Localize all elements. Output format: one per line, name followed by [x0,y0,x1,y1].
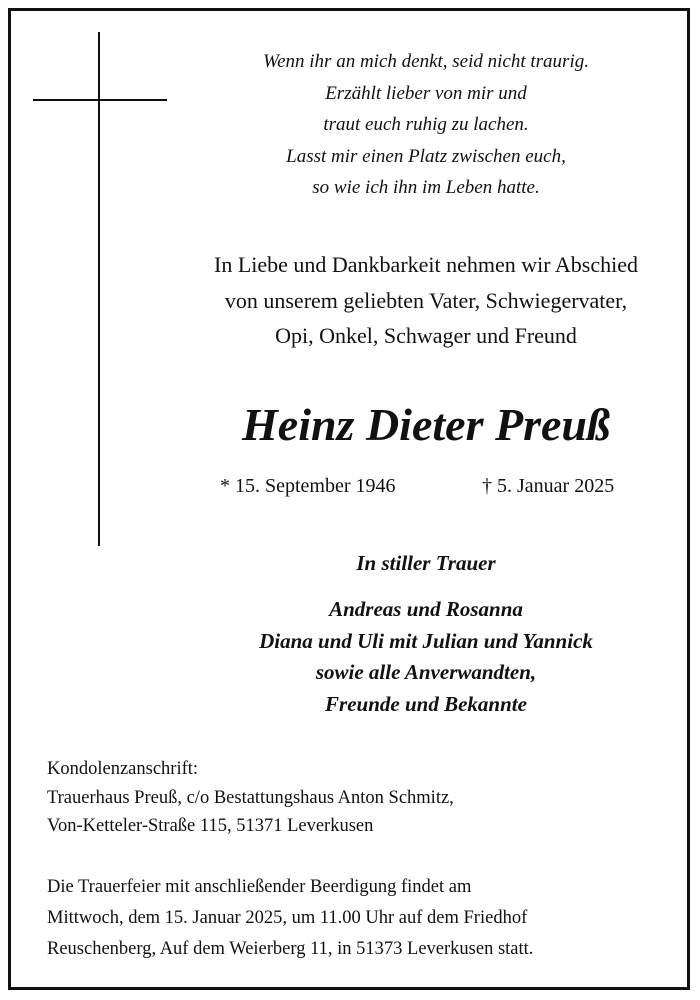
intro-line: von unserem geliebten Vater, Schwiegervater, [224,287,628,313]
mourners-line: Andreas und Rosanna [329,597,523,621]
ceremony-line: Die Trauerfeier mit anschließender Beerdigung findet am [47,877,472,897]
ceremony-line: Reuschenberg, Auf dem Weierberg 11, in 51373 Leverkusen statt. [47,939,534,959]
mourners-list [176,594,676,720]
birth-date: * 15. September 1946 [220,475,396,497]
condolence-line: Trauerhaus Preuß, c/o Bestattungshaus Anton Schmitz, [47,787,454,808]
deceased-name: Heinz Dieter Preuß [242,399,610,450]
poem-line: Wenn ihr an mich denkt, seid nicht traurig. [263,51,589,72]
mourners-line: Diana und Uli mit Julian und Yannick [259,628,593,653]
intro-line: In Liebe und Dankbarkeit nehmen wir Abschied [214,252,638,277]
mourners-line: Freunde und Bekannte [325,691,527,716]
condolence-address [47,755,667,841]
poem [176,46,676,204]
death-date: † 5. Januar 2025 [482,475,615,497]
poem-line: Erzählt lieber von mir und [325,82,527,104]
cross-horizontal-bar [33,99,167,101]
farewell-intro [176,247,676,354]
cross-vertical-bar [98,32,100,546]
condolence-line: Kondolenzanschrift: [47,759,199,779]
mourning-heading: In stiller Trauer [356,551,496,575]
poem-line: Lasst mir einen Platz zwischen euch, [286,145,566,167]
mourners-line: sowie alle Anverwandten, [315,660,537,684]
funeral-ceremony-info [47,872,677,965]
ceremony-line: Mittwoch, dem 15. Januar 2025, um 11.00 Uhr auf dem Friedhof [47,908,528,928]
intro-line: Opi, Onkel, Schwager und Freund [275,323,577,348]
poem-line: traut euch ruhig zu lachen. [323,114,529,135]
poem-line: so wie ich ihn im Leben hatte. [312,177,540,198]
condolence-line: Von-Ketteler-Straße 115, 51371 Leverkusen [47,816,374,836]
